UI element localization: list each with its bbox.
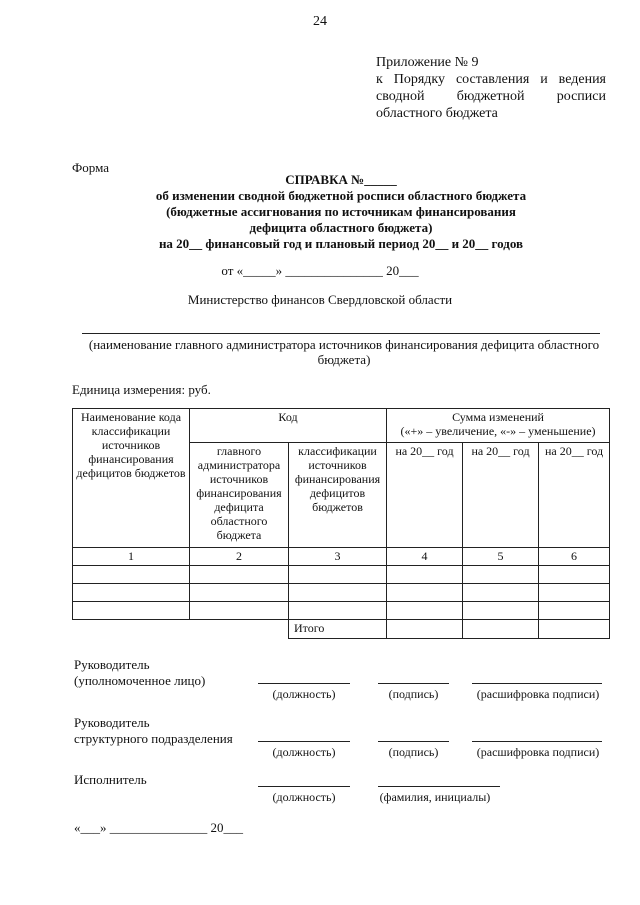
bottom-date: «___» _______________ 20___ — [74, 820, 243, 835]
col-num-6: 6 — [539, 548, 610, 566]
head-label-line-2: (уполномоченное лицо) — [74, 673, 206, 688]
title-line-1: СПРАВКА №_____ — [285, 172, 397, 187]
table-cell[interactable] — [387, 602, 463, 620]
admin-name-underline — [82, 333, 600, 334]
executor-name-line — [378, 786, 500, 787]
head-label — [74, 657, 205, 689]
table-cell[interactable] — [289, 602, 387, 620]
table-cell[interactable] — [387, 566, 463, 584]
form-label: Форма — [72, 160, 109, 175]
executor-name-caption: (фамилия, инициалы) — [379, 790, 491, 804]
struct-decoding-caption: (расшифровка подписи) — [476, 745, 600, 759]
title-line-5: на 20__ финансовый год и плановый период 20__ и 20__ годов — [158, 236, 524, 251]
table-cell[interactable] — [539, 584, 610, 602]
struct-decoding-line — [472, 741, 602, 742]
total-cell[interactable] — [463, 620, 539, 639]
table-cell[interactable] — [73, 602, 190, 620]
appendix-block — [376, 54, 606, 122]
ministry-name: Министерство финансов Свердловской области — [187, 292, 453, 307]
struct-position-caption: (должность) — [272, 745, 336, 759]
title-line-2: об изменении сводной бюджетной росписи областного бюджета — [155, 188, 527, 203]
head-decoding-caption: (расшифровка подписи) — [476, 687, 600, 701]
table-cell[interactable] — [73, 566, 190, 584]
struct-head-label-line-2: структурного подразделения — [74, 731, 233, 746]
appendix-line-4: областного бюджета — [376, 106, 498, 121]
header-year-3: на 20__ год — [539, 443, 610, 548]
struct-signature-caption: (подпись) — [388, 745, 439, 759]
table-cell[interactable] — [463, 566, 539, 584]
struct-position-line — [258, 741, 350, 742]
executor-label: Исполнитель — [74, 772, 147, 787]
head-label-line-1: Руководитель — [74, 657, 150, 672]
table-cell[interactable] — [539, 602, 610, 620]
struct-head-label — [74, 715, 233, 747]
table-cell[interactable] — [190, 566, 289, 584]
title-line-4: дефицита областного бюджета) — [249, 220, 433, 235]
table-cell[interactable] — [463, 584, 539, 602]
date-line: от «_____» _______________ 20___ — [221, 263, 419, 278]
head-signature-line — [378, 683, 449, 684]
col-num-1: 1 — [73, 548, 190, 566]
page-number: 24 — [313, 14, 327, 29]
table-cell[interactable] — [73, 584, 190, 602]
total-cell[interactable] — [387, 620, 463, 639]
table-cell[interactable] — [190, 584, 289, 602]
appendix-line-3: сводной бюджетной росписи — [376, 89, 606, 104]
struct-signature-line — [378, 741, 449, 742]
head-decoding-line — [472, 683, 602, 684]
head-position-line — [258, 683, 350, 684]
total-row — [73, 620, 610, 639]
table-cell[interactable] — [463, 602, 539, 620]
table-cell[interactable] — [190, 602, 289, 620]
total-cell[interactable] — [539, 620, 610, 639]
struct-head-label-line-1: Руководитель — [74, 715, 150, 730]
table-row — [73, 602, 610, 620]
appendix-line-2: к Порядку составления и ведения — [376, 72, 606, 87]
table-row — [73, 566, 610, 584]
table-cell[interactable] — [387, 584, 463, 602]
executor-position-line — [258, 786, 350, 787]
total-label: Итого — [289, 620, 387, 639]
head-signature-caption: (подпись) — [388, 687, 439, 701]
table-cell[interactable] — [539, 566, 610, 584]
header-year-1: на 20__ год — [387, 443, 463, 548]
table-row — [73, 584, 610, 602]
admin-caption: (наименование главного администратора источников финансирования дефицита областного бюджета) — [88, 337, 600, 367]
header-sum — [387, 409, 610, 443]
title-line-3: (бюджетные ассигнования по источникам финансирования — [166, 204, 516, 219]
header-code: Код — [190, 409, 387, 443]
unit-label: Единица измерения: руб. — [72, 382, 211, 397]
column-numbers-row — [73, 548, 610, 566]
header-year-2: на 20__ год — [463, 443, 539, 548]
document-title — [72, 172, 610, 252]
col-num-4: 4 — [387, 548, 463, 566]
table-cell[interactable] — [289, 566, 387, 584]
header-name: Наименование кода классификации источников финансирования дефицитов бюджетов — [73, 409, 190, 548]
executor-position-caption: (должность) — [272, 790, 336, 804]
changes-table — [72, 408, 610, 639]
table-cell[interactable] — [289, 584, 387, 602]
head-position-caption: (должность) — [272, 687, 336, 701]
header-admin: главного администратора источников финансирования дефицита областного бюджета — [190, 443, 289, 548]
header-sum-line-2: («+» – увеличение, «-» – уменьшение) — [400, 424, 596, 438]
col-num-2: 2 — [190, 548, 289, 566]
appendix-line-1: Приложение № 9 — [376, 55, 479, 70]
header-sum-line-1: Сумма изменений — [452, 410, 544, 424]
header-classification: классификации источников финансирования дефицитов бюджетов — [289, 443, 387, 548]
col-num-3: 3 — [289, 548, 387, 566]
col-num-5: 5 — [463, 548, 539, 566]
